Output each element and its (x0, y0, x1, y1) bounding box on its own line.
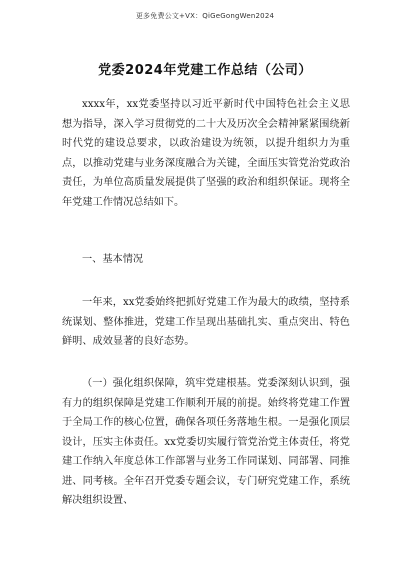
section-heading: 一、基本情况 (82, 254, 144, 265)
subsection-paragraph: （一）强化组织保障，筑牢党建根基。党委深刻认识到，强有力的组织保障是党建工作顺利开展的前提。始终将党建工作置于全局工作的核心位置，确保各项任务落地生根。一是强化顶层设计，压实主体责任。xx党委切实履行管党治党主体责任，将党建工作纳入年度总体工作部署与业务工作同谋划、同部署、同推进、同考核。全年召开党委专题会议，专门研究党建工作，系统解决组织设置、 (62, 378, 350, 506)
intro-paragraph: xxxx年，xx党委坚持以习近平新时代中国特色社会主义思想为指导，深入学习贯彻党的二十大及历次全会精神紧紧围绕新时代党的建设总要求，以政治建设为统领，以提升组织力为重点，以推动党建与业务深度融合为关键，全面压实管党治党政治责任，为单位高质量发展提供了坚强的政治和组织保证。现将全年党建工作情况总结如下。 (62, 99, 350, 208)
document-title: 党委2024年党建工作总结（公司） (98, 63, 312, 78)
top-note: 更多免费公文+VX：QiGeGongWen2024 (135, 12, 275, 20)
summary-paragraph: 一年来，xx党委始终把抓好党建工作为最大的政绩，坚持系统谋划、整体推进，党建工作呈现出基础扎实、重点突出、特色鲜明、成效显著的良好态势。 (62, 297, 350, 347)
